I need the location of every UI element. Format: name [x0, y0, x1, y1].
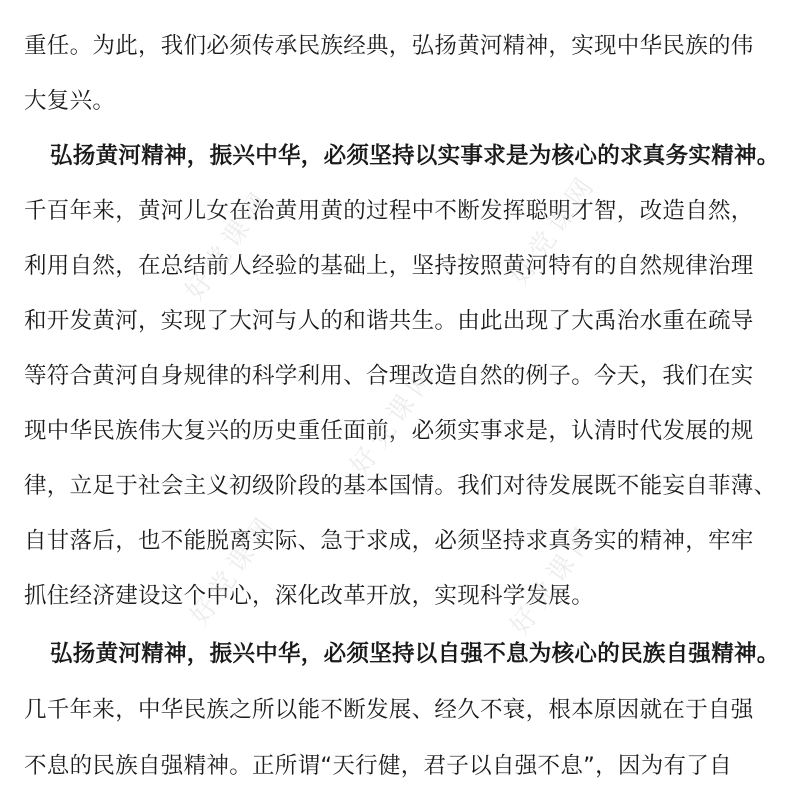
- section-heading: 弘扬黄河精神，振兴中华，必须坚持以自强不息为核心的民族自强精神。: [50, 641, 780, 667]
- text-line: 律，立足于社会主义初级阶段的基本国情。我们对待发展既不能妄自菲薄、: [24, 473, 777, 499]
- watermark: 好党课网: [344, 358, 443, 481]
- watermark: 好党课网: [184, 508, 283, 631]
- text-line: 几千年来，中华民族之所以能不断发展、经久不衰，根本原因就在于自强: [24, 697, 754, 723]
- text-line: 自甘落后，也不能脱离实际、急于求成，必须坚持求真务实的精神，牢牢: [24, 528, 754, 554]
- text-line: 现中华民族伟大复兴的历史重任面前，必须实事求是，认清时代发展的规: [24, 418, 754, 444]
- text-line: 和开发黄河，实现了大河与人的和谐共生。由此出现了大禹治水重在疏导: [24, 308, 754, 334]
- text-line: 千百年来，黄河儿女在治黄用黄的过程中不断发挥聪明才智，改造自然，: [24, 198, 754, 224]
- text-line: 抓住经济建设这个中心，深化改革开放，实现科学发展。: [24, 583, 595, 609]
- text-line: 重任。为此，我们必须传承民族经典，弘扬黄河精神，实现中华民族的伟: [24, 33, 754, 59]
- text-line: 大复兴。: [24, 88, 116, 114]
- text-line: 利用自然，在总结前人经验的基础上，坚持按照黄河特有的自然规律治理: [24, 253, 754, 279]
- watermark: 好党课网: [504, 518, 603, 641]
- text-line: 不息的民族自强精神。正所谓“天行健，君子以自强不息”，因为有了自: [24, 753, 732, 779]
- watermark: 好党课网: [504, 168, 603, 291]
- text-line: 等符合黄河自身规律的科学利用、合理改造自然的例子。今天，我们在实: [24, 363, 754, 389]
- section-heading: 弘扬黄河精神，振兴中华，必须坚持以实事求是为核心的求真务实精神。: [50, 143, 780, 169]
- watermark: 好党课网: [179, 183, 278, 306]
